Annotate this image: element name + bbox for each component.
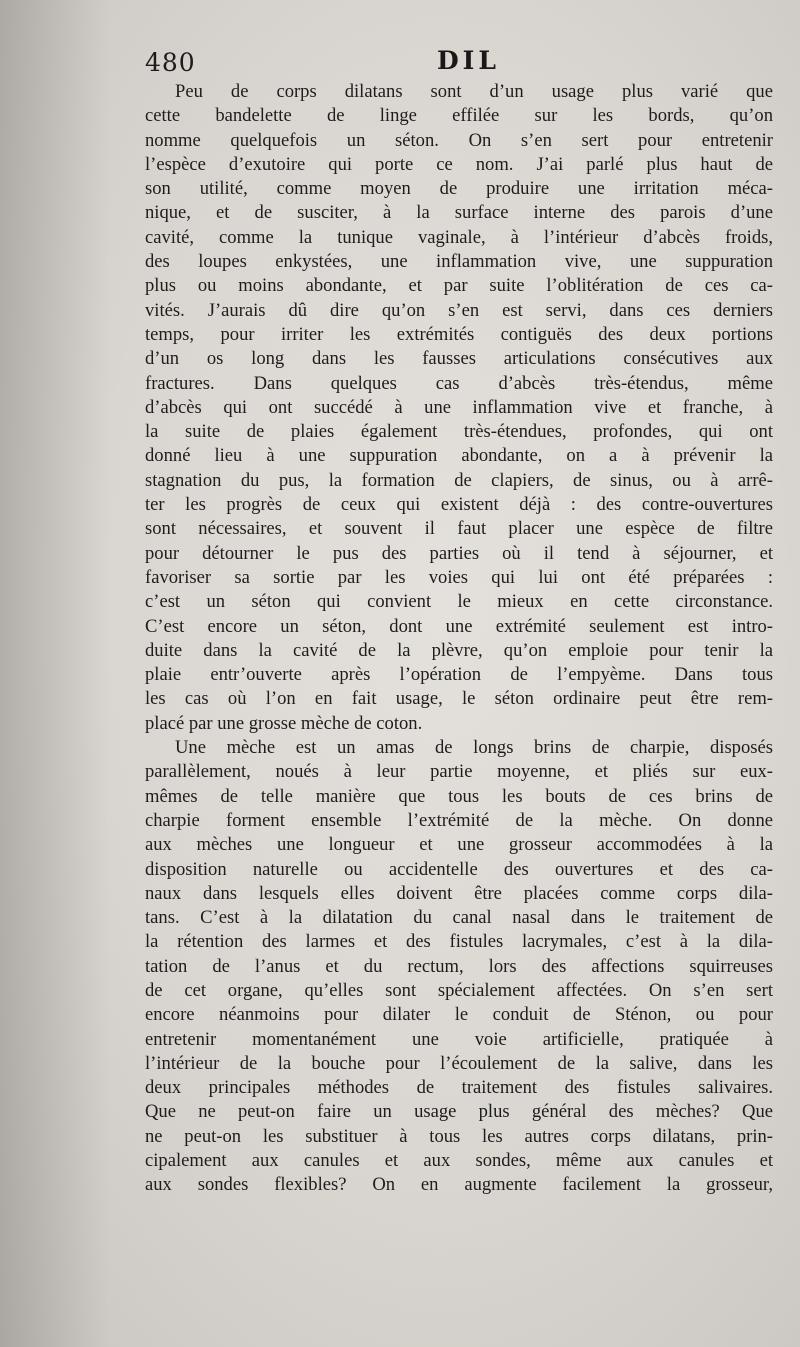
text-line: ter les progrès de ceux qui existent déjà : des contre-ouvertures (145, 494, 773, 516)
text-line: tation de l’anus et du rectum, lors des affections squirreuses (145, 955, 773, 977)
text-line: temps, pour irriter les extrémités contiguës des deux portions (145, 323, 773, 345)
page-number: 480 (145, 48, 196, 77)
text-line: l’intérieur de la bouche pour l’écoulement de la salive, dans les (145, 1052, 773, 1074)
text-line: c’est un séton qui convient le mieux en cette circonstance. (145, 591, 773, 613)
text-line: nomme quelquefois un séton. On s’en sert pour entretenir (145, 129, 773, 151)
text-line: l’espèce d’exutoire qui porte ce nom. J’ai parlé plus haut de (145, 153, 773, 175)
body-text (145, 80, 773, 1198)
page-header (145, 44, 773, 84)
text-line: aux sondes flexibles? On en augmente facilement la grosseur, (145, 1174, 773, 1196)
text-line: cavité, comme la tunique vaginale, à l’intérieur d’abcès froids, (145, 226, 773, 248)
text-line: placé par une grosse mèche de coton. (145, 712, 423, 734)
text-line: d’abcès qui ont succédé à une inflammation vive et franche, à (145, 396, 773, 418)
text-line: d’un os long dans les fausses articulations consécutives aux (145, 348, 773, 370)
text-line: sont nécessaires, et souvent il faut placer une espèce de filtre (145, 518, 773, 540)
text-line: donné lieu à une suppuration abondante, on a à prévenir la (145, 445, 773, 467)
text-line: stagnation du pus, la formation de clapiers, de sinus, ou à arrê- (145, 469, 773, 491)
running-head: DIL (437, 46, 500, 75)
text-line: encore néanmoins pour dilater le conduit de Sténon, ou pour (145, 1004, 773, 1026)
text-line: mêmes de telle manière que tous les bouts de ces brins de (145, 785, 773, 807)
text-line: de cet organe, qu’elles sont spécialement affectées. On s’en sert (145, 979, 773, 1001)
text-line: nique, et de susciter, à la surface interne des parois d’une (145, 202, 773, 224)
text-line: ne peut-on les substituer à tous les autres corps dilatans, prin- (145, 1125, 773, 1147)
text-line: aux mèches une longueur et une grosseur accommodées à la (145, 834, 773, 856)
text-line: les cas où l’on en fait usage, le séton ordinaire peut être rem- (145, 688, 773, 710)
text-line: disposition naturelle ou accidentelle des ouvertures et des ca- (145, 858, 773, 880)
text-line: entretenir momentanément une voie artificielle, pratiquée à (145, 1028, 773, 1050)
text-line: favoriser sa sortie par les voies qui lui ont été préparées : (145, 566, 773, 588)
text-line: son utilité, comme moyen de produire une irritation méca- (145, 178, 773, 200)
text-line: naux dans lesquels elles doivent être placées comme corps dila- (145, 882, 773, 904)
text-line: Une mèche est un amas de longs brins de charpie, disposés (175, 737, 773, 759)
text-line: la rétention des larmes et des fistules lacrymales, c’est à la dila- (145, 931, 773, 953)
text-line: duite dans la cavité de la plèvre, qu’on emploie pour tenir la (145, 639, 773, 661)
text-line: tans. C’est à la dilatation du canal nasal dans le traitement de (145, 907, 773, 929)
text-line: fractures. Dans quelques cas d’abcès très-étendus, même (145, 372, 773, 394)
text-line: Que ne peut-on faire un usage plus général des mèches? Que (145, 1101, 773, 1123)
text-line: pour détourner le pus des parties où il tend à séjourner, et (145, 542, 773, 564)
text-line: cette bandelette de linge effilée sur les bords, qu’on (145, 105, 773, 127)
binding-shadow (0, 0, 110, 1347)
text-line: parallèlement, noués à leur partie moyenne, et pliés sur eux- (145, 761, 773, 783)
text-line: cipalement aux canules et aux sondes, même aux canules et (145, 1150, 773, 1172)
text-line: Peu de corps dilatans sont d’un usage plus varié que (175, 81, 773, 102)
text-line: vités. J’aurais dû dire qu’on s’en est servi, dans ces derniers (145, 299, 773, 321)
text-line: C’est encore un séton, dont une extrémité seulement est intro- (145, 615, 773, 637)
text-line: plus ou moins abondante, et par suite l’oblitération de ces ca- (145, 275, 773, 297)
text-line: la suite de plaies également très-étendues, profondes, qui ont (145, 421, 773, 443)
text-line: plaie entr’ouverte après l’opération de l’empyème. Dans tous (145, 664, 773, 686)
text-line: des loupes enkystées, une inflammation vive, une suppuration (145, 251, 773, 273)
text-line: deux principales méthodes de traitement des fistules salivaires. (145, 1077, 773, 1099)
text-line: charpie forment ensemble l’extrémité de la mèche. On donne (145, 809, 773, 831)
